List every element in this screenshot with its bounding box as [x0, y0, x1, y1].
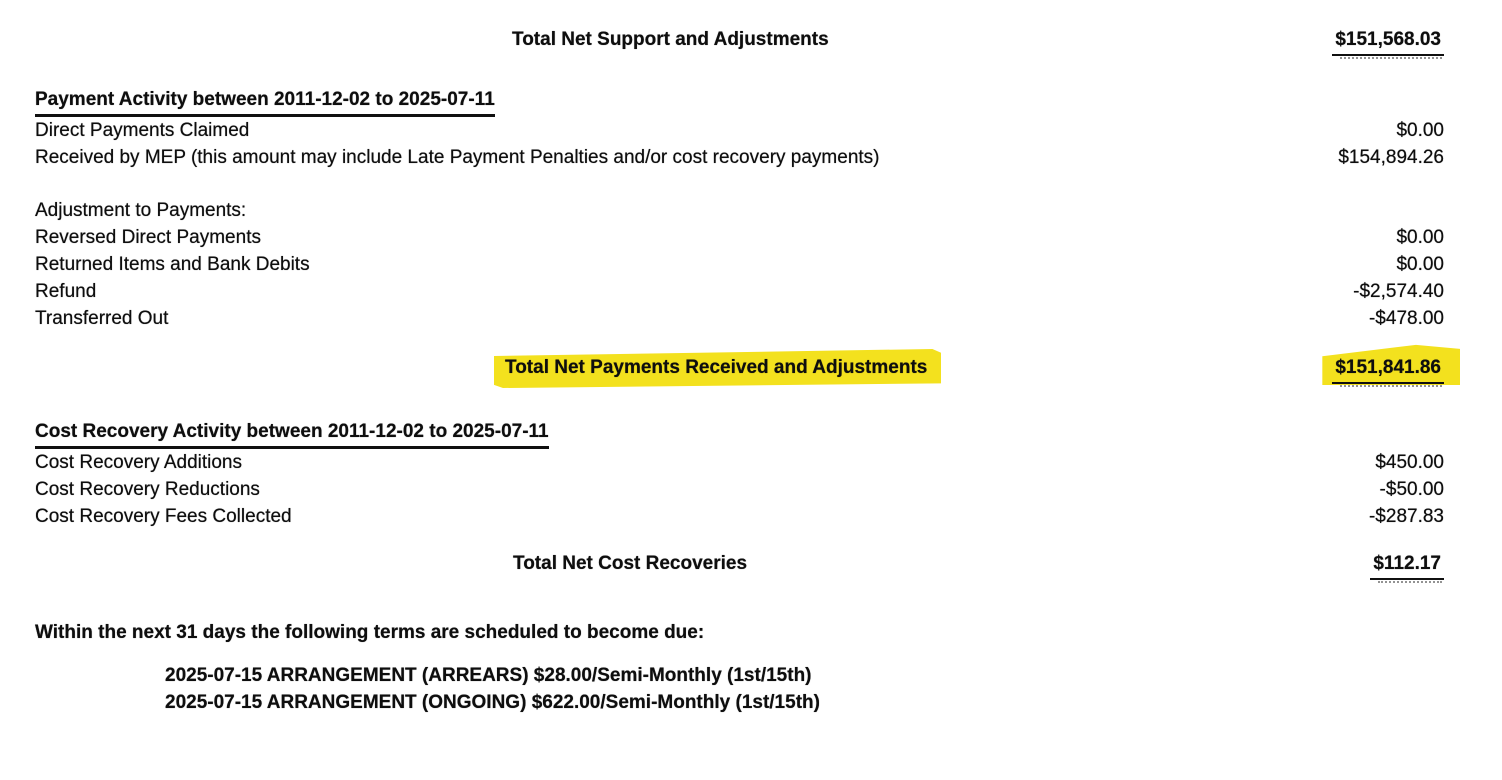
received-by-mep-label: Received by MEP (this amount may include Late Payment Penalties and/or cost recovery payments) [35, 147, 880, 168]
total-net-payments-label: Total Net Payments Received and Adjustments [505, 354, 927, 381]
transferred-out-label: Transferred Out [35, 308, 169, 329]
total-net-support-amount: $151,568.03 [1332, 26, 1444, 56]
cost-recovery-additions-amount: $450.00 [1375, 452, 1444, 473]
line-item-row [35, 503, 1444, 530]
arrangement-ongoing-term: 2025-07-15 ARRANGEMENT (ONGOING) $622.00/Semi-Monthly (1st/15th) [165, 692, 820, 713]
line-item-row [35, 305, 1444, 332]
total-net-payments-row [35, 354, 1444, 384]
total-net-payments-amount: $151,841.86 [1332, 354, 1444, 384]
line-item-row [35, 144, 1444, 171]
total-net-cost-recoveries-label: Total Net Cost Recoveries [513, 553, 748, 574]
reversed-direct-payments-label: Reversed Direct Payments [35, 227, 261, 248]
total-net-cost-recoveries-amount: $112.17 [1370, 550, 1444, 580]
transferred-out-amount: -$478.00 [1368, 308, 1444, 329]
cost-recovery-fees-label: Cost Recovery Fees Collected [35, 506, 292, 527]
upcoming-term-row [35, 662, 1444, 689]
total-net-support-label: Total Net Support and Adjustments [512, 29, 829, 50]
line-item-row [35, 251, 1444, 278]
cost-recovery-additions-label: Cost Recovery Additions [35, 452, 242, 473]
upcoming-heading-row [35, 619, 1444, 646]
line-item-row [35, 476, 1444, 503]
refund-label: Refund [35, 281, 97, 302]
cost-recovery-heading-row [35, 418, 1444, 449]
cost-recovery-reductions-label: Cost Recovery Reductions [35, 479, 260, 500]
returned-items-label: Returned Items and Bank Debits [35, 254, 310, 275]
line-item-row [35, 278, 1444, 305]
adjustments-heading: Adjustment to Payments: [35, 200, 247, 221]
cost-recovery-heading: Cost Recovery Activity between 2011-12-02 to 2025-07-11 [35, 418, 549, 449]
direct-payments-claimed-amount: $0.00 [1396, 120, 1444, 141]
cost-recovery-reductions-amount: -$50.00 [1379, 479, 1444, 500]
line-item-row [35, 449, 1444, 476]
direct-payments-claimed-label: Direct Payments Claimed [35, 120, 250, 141]
upcoming-term-row [35, 689, 1444, 716]
total-net-cost-recoveries-row [35, 550, 1444, 580]
upcoming-heading: Within the next 31 days the following terms are scheduled to become due: [35, 622, 705, 643]
arrangement-arrears-term: 2025-07-15 ARRANGEMENT (ARREARS) $28.00/Semi-Monthly (1st/15th) [165, 665, 812, 686]
received-by-mep-amount: $154,894.26 [1338, 147, 1444, 168]
line-item-row [35, 224, 1444, 251]
reversed-direct-payments-amount: $0.00 [1396, 227, 1444, 248]
total-net-support-row [35, 26, 1444, 56]
payment-activity-heading-row [35, 86, 1444, 117]
cost-recovery-fees-amount: -$287.83 [1368, 506, 1444, 527]
adjustments-heading-row [35, 197, 1444, 224]
refund-amount: -$2,574.40 [1353, 281, 1444, 302]
payment-activity-heading: Payment Activity between 2011-12-02 to 2025-07-11 [35, 86, 495, 117]
returned-items-amount: $0.00 [1396, 254, 1444, 275]
line-item-row [35, 117, 1444, 144]
